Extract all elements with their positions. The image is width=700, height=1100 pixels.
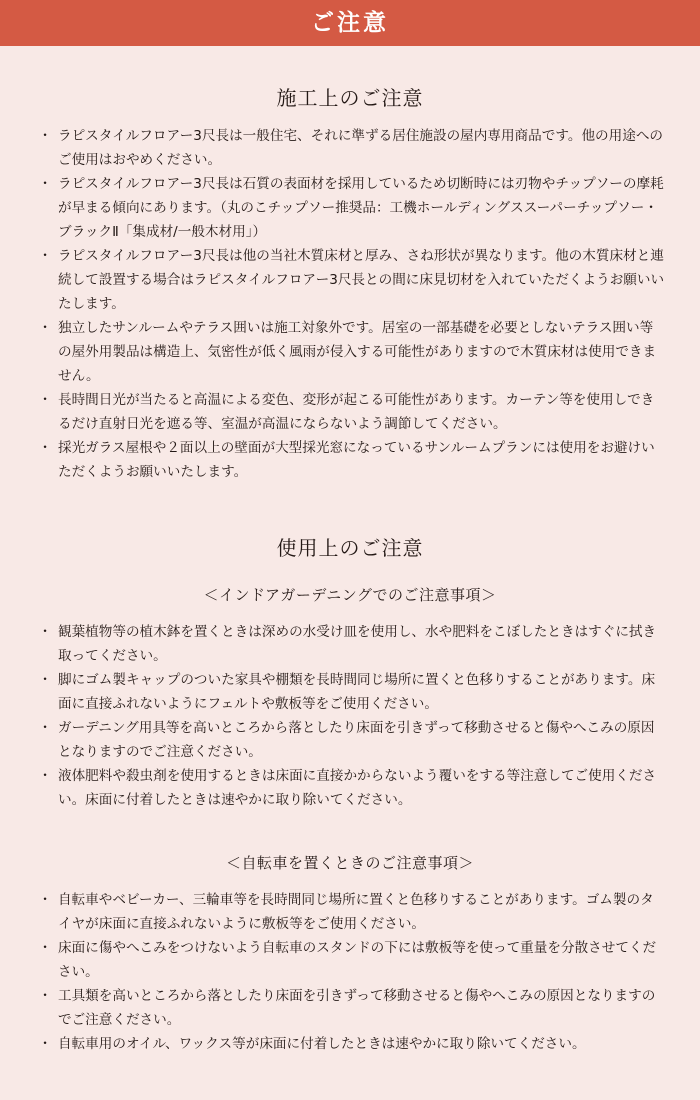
list-item-text: 液体肥料や殺虫剤を使用するときは床面に直接かからないよう覆いをする等注意してご使用ください。床面に付着したときは速やかに取り除いてください。: [58, 768, 657, 808]
bullet: ・: [38, 248, 52, 264]
bullet: ・: [38, 320, 52, 336]
list-item-text: ラピスタイルフロアー3尺長は一般住宅、それに準ずる居住施設の屋内専用商品です。他の用途へのご使用はおやめください。: [58, 128, 664, 168]
bullet: ・: [38, 940, 52, 956]
bullet: ・: [38, 892, 52, 908]
list-item: [38, 1032, 666, 1056]
list-item: [38, 936, 666, 984]
list-item: [38, 888, 666, 936]
bullet: ・: [38, 988, 52, 1004]
bicycle-list: [38, 888, 666, 1056]
list-item-text: 脚にゴム製キャップのついた家具や棚類を長時間同じ場所に置くと色移りすることがあります。床面に直接ふれないようにフェルトや敷板等をご使用ください。: [58, 672, 656, 712]
bullet: ・: [38, 1036, 52, 1052]
list-item: [38, 172, 666, 244]
list-item: [38, 620, 666, 668]
notice-header: [0, 0, 700, 46]
list-item-text: ラピスタイルフロアー3尺長は他の当社木質床材と厚み、さね形状が異なります。他の木質床材と連続して設置する場合はラピスタイルフロアー3尺長との間に床見切材を入れていただくようお願いいたします。: [58, 248, 665, 312]
list-item: [38, 764, 666, 812]
list-item: [38, 668, 666, 716]
list-item: [38, 316, 666, 388]
gardening-list: [38, 620, 666, 812]
bullet: ・: [38, 392, 52, 408]
list-item-text: 長時間日光が当たると高温による変色、変形が起こる可能性があります。カーテン等を使用しできるだけ直射日光を遮る等、室温が高温にならないよう調節してください。: [58, 392, 655, 432]
bullet: ・: [38, 720, 52, 736]
list-item: [38, 244, 666, 316]
list-item-text: 観葉植物等の植木鉢を置くときは深めの水受け皿を使用し、水や肥料をこぼしたときはすぐに拭き取ってください。: [58, 624, 657, 664]
bullet: ・: [38, 176, 52, 192]
bullet: ・: [38, 672, 52, 688]
list-item-text: 独立したサンルームやテラス囲いは施工対象外です。居室の一部基礎を必要としないテラス囲い等の屋外用製品は構造上、気密性が低く風雨が侵入する可能性がありますので木質床材は使用できません。: [58, 320, 657, 384]
list-item-text: 工具類を高いところから落としたり床面を引きずって移動させると傷やへこみの原因となりますのでご注意ください。: [58, 988, 656, 1028]
list-item: [38, 388, 666, 436]
bullet: ・: [38, 624, 52, 640]
list-item-text: ガーデニング用具等を高いところから落としたり床面を引きずって移動させると傷やへこみの原因となりますのでご注意ください。: [58, 720, 655, 760]
list-item: [38, 716, 666, 764]
list-item: [38, 436, 666, 484]
list-item-text: 採光ガラス屋根や２面以上の壁面が大型採光窓になっているサンルームプランには使用をお避けいただくようお願いいたします。: [58, 440, 655, 480]
list-item-text: ラピスタイルフロアー3尺長は石質の表面材を採用しているため切断時には刃物やチップソーの摩耗が早まる傾向にあります。（丸のこチップソー推奨品：工機ホールディングススーパーチップソー・ブラックⅡ「集成材/一般木材用」）: [58, 176, 664, 240]
list-item-text: 自転車用のオイル、ワックス等が床面に付着したときは速やかに取り除いてください。: [58, 1036, 586, 1052]
bicycle-subheading: ＜自転車を置くときのご注意事項＞: [225, 854, 474, 872]
list-item-text: 床面に傷やへこみをつけないよう自転車のスタンドの下には敷板等を使って重量を分散させてください。: [58, 940, 657, 980]
bullet: ・: [38, 440, 52, 456]
bullet: ・: [38, 128, 52, 144]
construction-section-title: 施工上のご注意: [276, 86, 424, 110]
list-item-text: 自転車やベビーカー、三輪車等を長時間同じ場所に置くと色移りすることがあります。ゴム製のタイヤが床面に直接ふれないように敷板等をご使用ください。: [58, 892, 654, 932]
usage-section-title: 使用上のご注意: [276, 536, 424, 560]
list-item: [38, 984, 666, 1032]
list-item: [38, 124, 666, 172]
gardening-subheading: ＜インドアガーデニングでのご注意事項＞: [203, 586, 497, 604]
bullet: ・: [38, 768, 52, 784]
construction-list: [38, 124, 666, 484]
header-title: ご注意: [311, 10, 389, 36]
